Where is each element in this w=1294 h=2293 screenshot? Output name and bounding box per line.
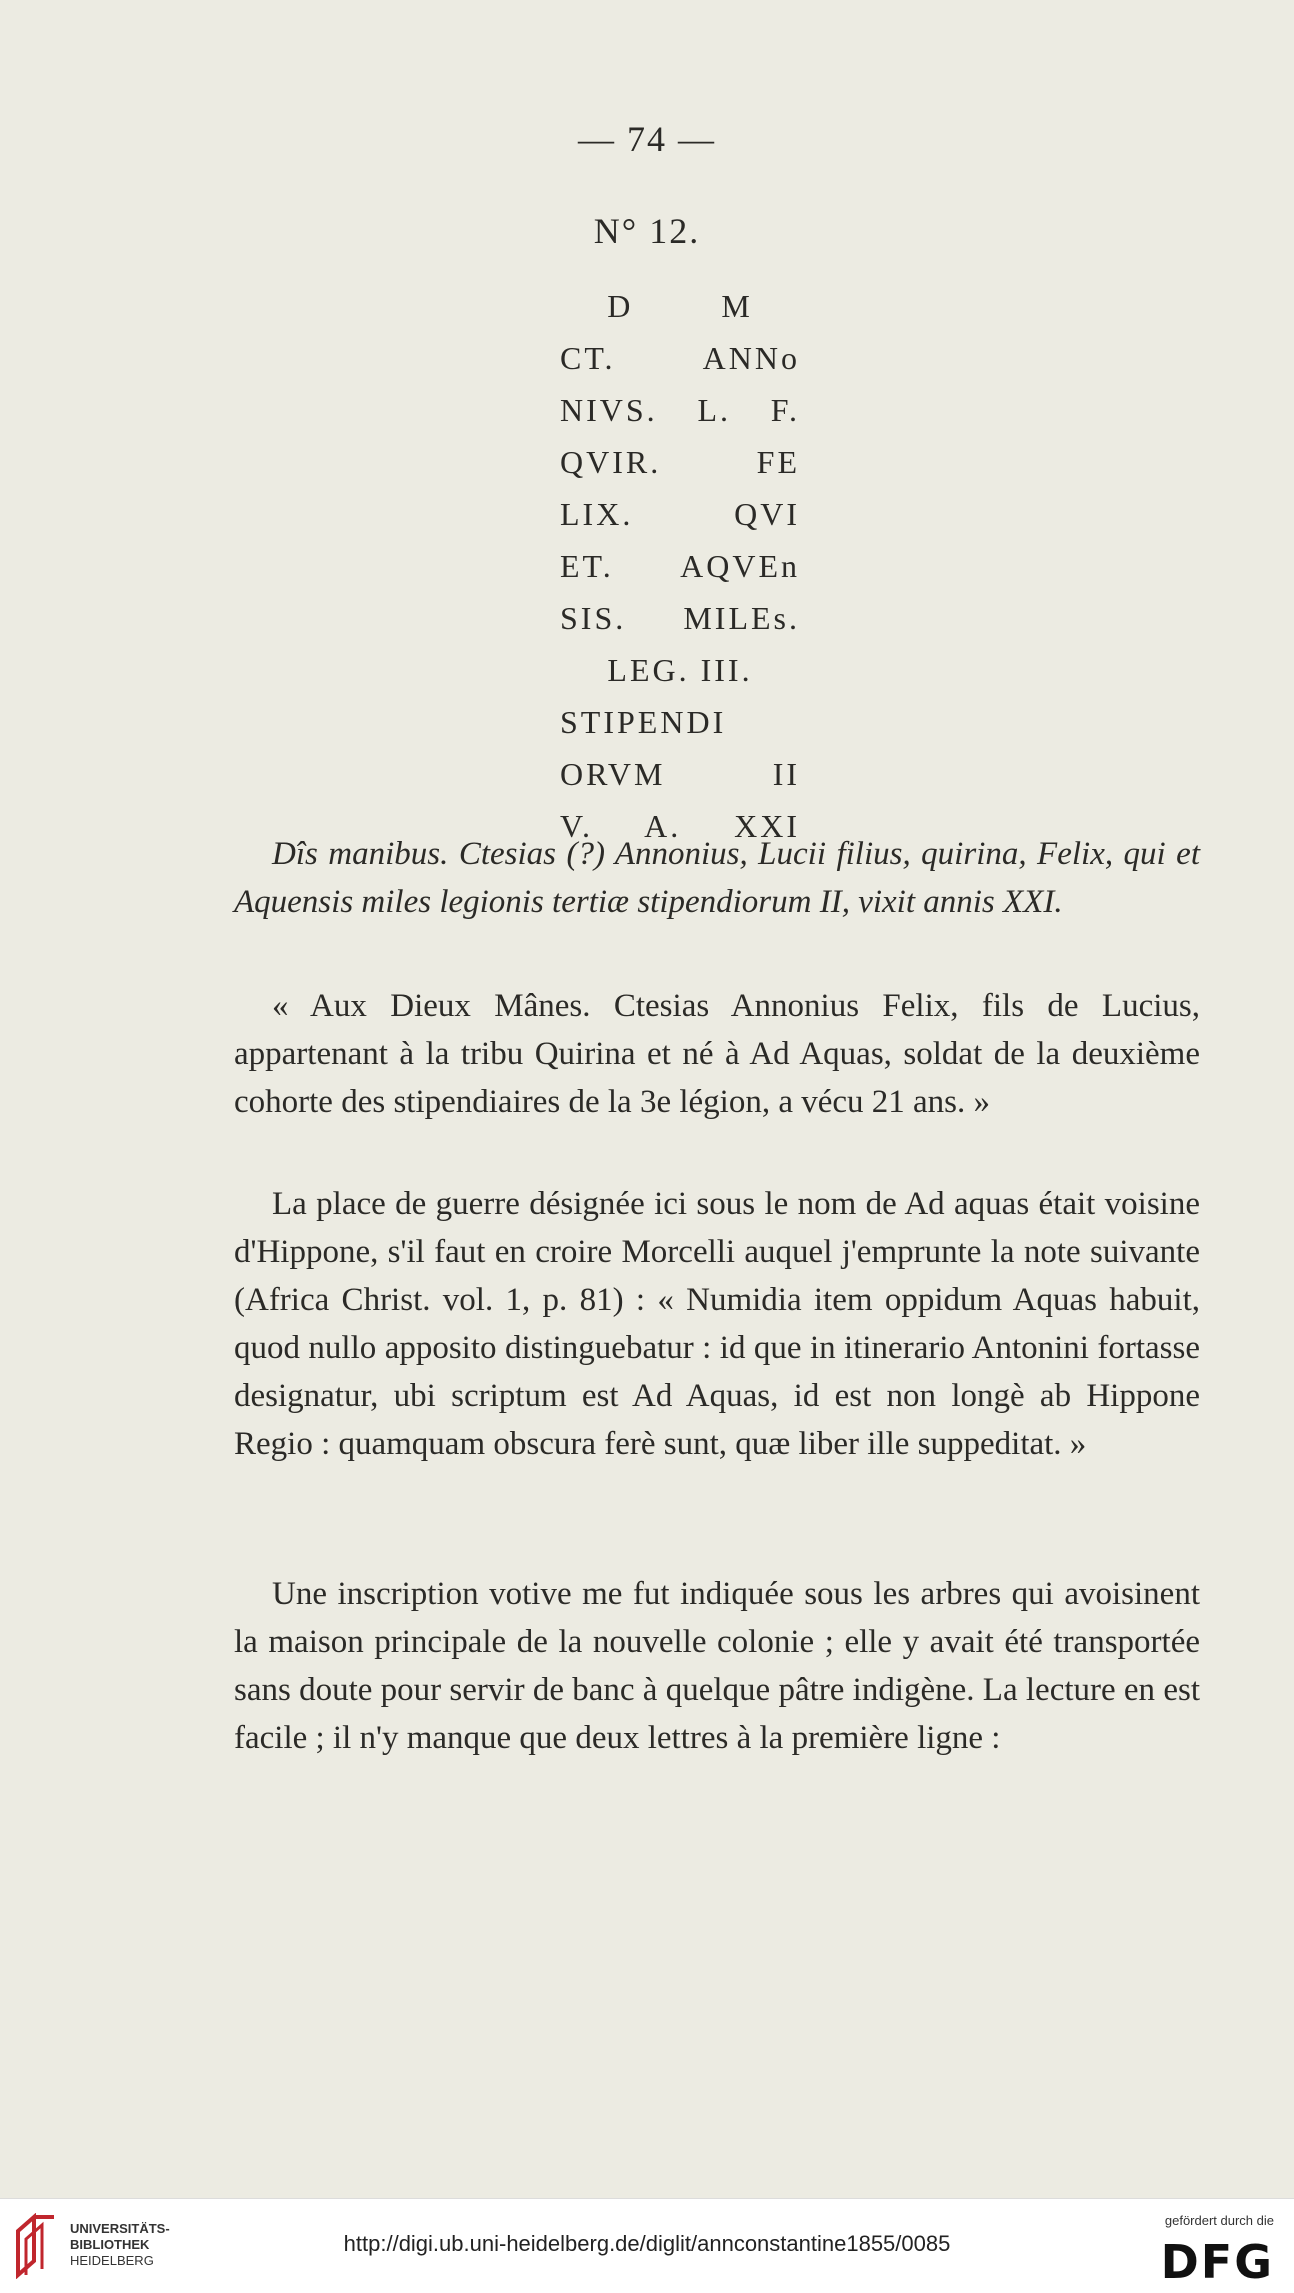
inscription-line: CT. ANNo bbox=[560, 340, 800, 376]
inscription-line: ET. AQVEn bbox=[560, 548, 800, 584]
inscription-line: NIVS. L. F. bbox=[560, 392, 800, 428]
dfg-logo: DFG bbox=[1160, 2235, 1274, 2289]
permalink[interactable]: http://digi.ub.uni-heidelberg.de/diglit/annconstantine1855/0085 bbox=[343, 2231, 951, 2256]
inscription-line: STIPENDI bbox=[560, 704, 727, 740]
footer-bar bbox=[0, 2198, 1294, 2293]
french-translation bbox=[234, 982, 1200, 1126]
inscription-line: QVIR. FE bbox=[560, 444, 800, 480]
page-number: — 74 — bbox=[578, 119, 716, 159]
library-name-line: BIBLIOTHEK bbox=[70, 2237, 150, 2252]
library-name-line: UNIVERSITÄTS- bbox=[70, 2221, 170, 2236]
translation-paragraph: « Aux Dieux Mânes. Ctesias Annonius Felix, fils de Lucius, appartenant à la tribu Quirina et né à Ad Aquas, soldat de la deuxième cohorte des stipendiaires de la 3e légion, a vécu 21 ans. » bbox=[234, 988, 1200, 1120]
inscription-line: D M bbox=[607, 288, 753, 324]
funding-label: gefördert durch die bbox=[1164, 2213, 1274, 2228]
inscription-line: V. A. XXI bbox=[560, 808, 800, 844]
entry-number: N° 12. bbox=[593, 211, 701, 251]
latin-paragraph: Dîs manibus. Ctesias (?) Annonius, Lucii filius, quirina, Felix, qui et Aquensis miles legionis tertiæ stipendiorum II, vixit annis XXI. bbox=[234, 836, 1200, 920]
commentary-paragraph: La place de guerre désignée ici sous le nom de Ad aquas était voisine d'Hippone, s'il faut en croire Morcelli auquel j'emprunte la note suivante (Africa Christ. vol. 1, p. 81) : « Numidia item oppidum Aquas habuit, quod nullo apposito distinguebatur : id que in itinerario Antonini fortasse designatur, ubi scriptum est Ad Aquas, id est non longè ab Hippone Regio : quamquam obscura ferè sunt, quæ liber ille suppeditat. » bbox=[234, 1186, 1200, 1462]
inscription-line: SIS. MILEs. bbox=[560, 600, 800, 636]
library-name-line: HEIDELBERG bbox=[70, 2253, 154, 2268]
inscription-line: LEG. III. bbox=[607, 652, 753, 688]
votive-inscription-intro bbox=[234, 1570, 1200, 1762]
inscription-line: ORVM II bbox=[560, 756, 800, 792]
inscription-line: LIX. QVI bbox=[560, 496, 800, 532]
latin-transcription bbox=[234, 830, 1200, 926]
commentary-ad-aquas bbox=[234, 1180, 1200, 1468]
inscription-block bbox=[560, 280, 800, 852]
intro-paragraph: Une inscription votive me fut indiquée sous les arbres qui avoisinent la maison principale de la nouvelle colonie ; elle y avait été transportée sans doute pour servir de banc à quelque pâtre indigène. La lecture en est facile ; il n'y manque que deux lettres à la première ligne : bbox=[234, 1576, 1200, 1756]
